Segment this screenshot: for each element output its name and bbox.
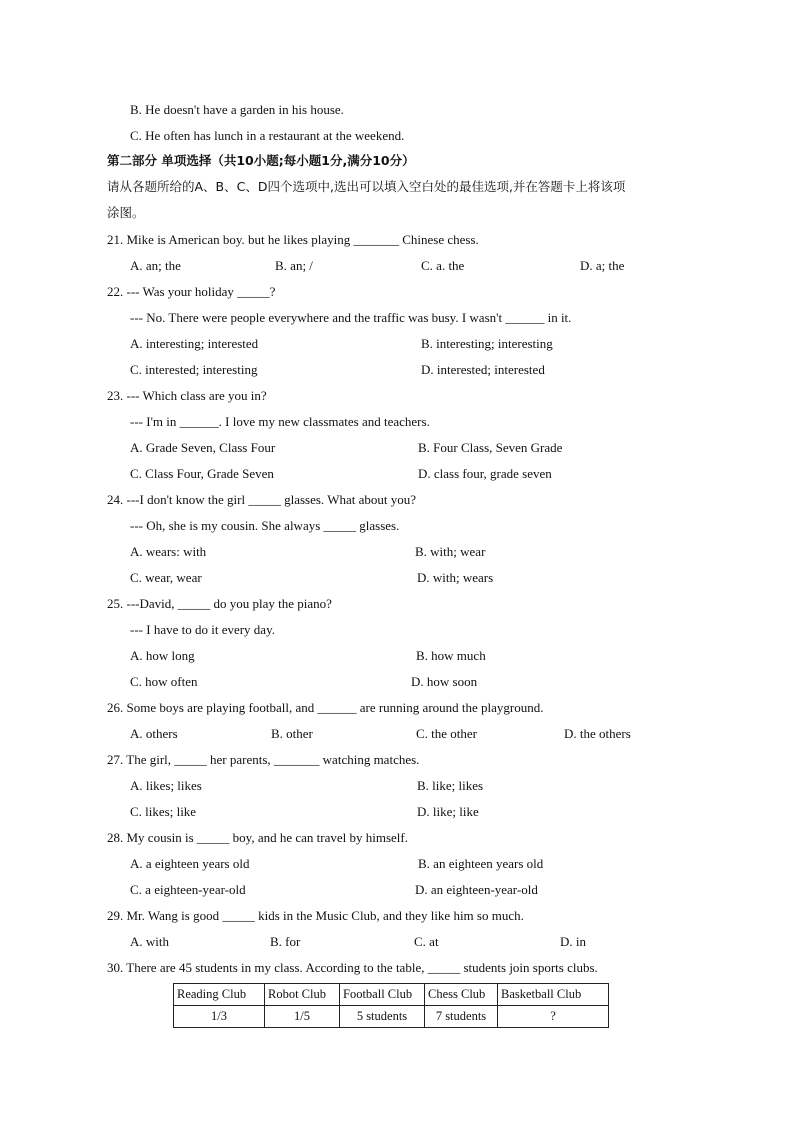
q25-option-d: D. how soon: [411, 674, 478, 689]
q28-option-a: A. a eighteen years old: [130, 856, 250, 871]
q21-option-a: A. an; the: [130, 258, 181, 273]
club-table-cell: ?: [498, 1006, 609, 1028]
q24-option-c: C. wear, wear: [130, 570, 202, 585]
q29-option-d: D. in: [560, 934, 586, 949]
section-title: 第二部分 单项选择（共10小题;每小题1分,满分10分）: [107, 153, 415, 168]
q27-option-c: C. likes; like: [130, 804, 197, 819]
club-table-cell: 1/3: [174, 1006, 265, 1028]
club-table-header-row: [174, 984, 609, 1006]
q27-option-d: D. like; like: [417, 804, 479, 819]
prev-option-b: B. He doesn't have a garden in his house.: [130, 102, 344, 117]
q25-option-b: B. how much: [416, 648, 486, 663]
q26-option-c: C. the other: [416, 726, 478, 741]
question-22-stem: 22. --- Was your holiday _____?: [107, 284, 276, 299]
q29-option-a: A. with: [130, 934, 169, 949]
q28-option-c: C. a eighteen-year-old: [130, 882, 246, 897]
q29-option-b: B. for: [270, 934, 301, 949]
q24-option-a: A. wears: with: [130, 544, 207, 559]
question-27-stem: 27. The girl, _____ her parents, _______ watching matches.: [107, 752, 420, 767]
q23-option-c: C. Class Four, Grade Seven: [130, 466, 274, 481]
question-25-stem: 25. ---David, _____ do you play the piano?: [107, 596, 332, 611]
q28-option-b: B. an eighteen years old: [418, 856, 544, 871]
club-table-cell: 7 students: [425, 1006, 498, 1028]
q27-option-b: B. like; likes: [417, 778, 484, 793]
q21-option-d: D. a; the: [580, 258, 625, 273]
q22-dialog: --- No. There were people everywhere and the traffic was busy. I wasn't ______ in it.: [130, 310, 572, 325]
question-21-stem: 21. Mike is American boy. but he likes playing _______ Chinese chess.: [107, 232, 479, 247]
q21-option-c: C. a. the: [421, 258, 465, 273]
question-30-stem: 30. There are 45 students in my class. According to the table, _____ students join sports clubs.: [107, 960, 598, 975]
q29-option-c: C. at: [414, 934, 439, 949]
club-table: [173, 983, 609, 1028]
question-24-stem: 24. ---I don't know the girl _____ glasses. What about you?: [107, 492, 416, 507]
club-table-cell: 5 students: [340, 1006, 425, 1028]
prev-option-c: C. He often has lunch in a restaurant at the weekend.: [130, 128, 405, 143]
q22-option-a: A. interesting; interested: [130, 336, 259, 351]
q25-dialog: --- I have to do it every day.: [130, 622, 275, 637]
club-table-value-row: [174, 1006, 609, 1028]
section-instruction-cont: 涂图。: [107, 205, 145, 220]
q26-option-b: B. other: [271, 726, 313, 741]
club-table-cell: 1/5: [265, 1006, 340, 1028]
q28-option-d: D. an eighteen-year-old: [415, 882, 538, 897]
q26-option-a: A. others: [130, 726, 178, 741]
q21-option-b: B. an; /: [275, 258, 313, 273]
club-table-header: Chess Club: [425, 984, 498, 1006]
question-29-stem: 29. Mr. Wang is good _____ kids in the Music Club, and they like him so much.: [107, 908, 524, 923]
q23-option-a: A. Grade Seven, Class Four: [130, 440, 276, 455]
q23-option-b: B. Four Class, Seven Grade: [418, 440, 563, 455]
q24-option-d: D. with; wears: [417, 570, 494, 585]
club-table-header: Reading Club: [174, 984, 265, 1006]
q25-option-c: C. how often: [130, 674, 198, 689]
club-table-header: Robot Club: [265, 984, 340, 1006]
q24-dialog: --- Oh, she is my cousin. She always _____ glasses.: [130, 518, 400, 533]
q22-option-b: B. interesting; interesting: [421, 336, 553, 351]
q27-option-a: A. likes; likes: [130, 778, 202, 793]
question-28-stem: 28. My cousin is _____ boy, and he can travel by himself.: [107, 830, 408, 845]
q25-option-a: A. how long: [130, 648, 195, 663]
club-table-header: Basketball Club: [498, 984, 609, 1006]
q22-option-d: D. interested; interested: [421, 362, 545, 377]
club-table-header: Football Club: [340, 984, 425, 1006]
q22-option-c: C. interested; interesting: [130, 362, 258, 377]
q23-dialog: --- I'm in ______. I love my new classmates and teachers.: [130, 414, 430, 429]
q26-option-d: D. the others: [564, 726, 631, 741]
question-23-stem: 23. --- Which class are you in?: [107, 388, 267, 403]
question-26-stem: 26. Some boys are playing football, and ______ are running around the playground.: [107, 700, 544, 715]
q24-option-b: B. with; wear: [415, 544, 486, 559]
section-instruction: 请从各题所给的A、B、C、D四个选项中,选出可以填入空白处的最佳选项,并在答题卡上将该项: [107, 179, 626, 194]
q23-option-d: D. class four, grade seven: [418, 466, 552, 481]
